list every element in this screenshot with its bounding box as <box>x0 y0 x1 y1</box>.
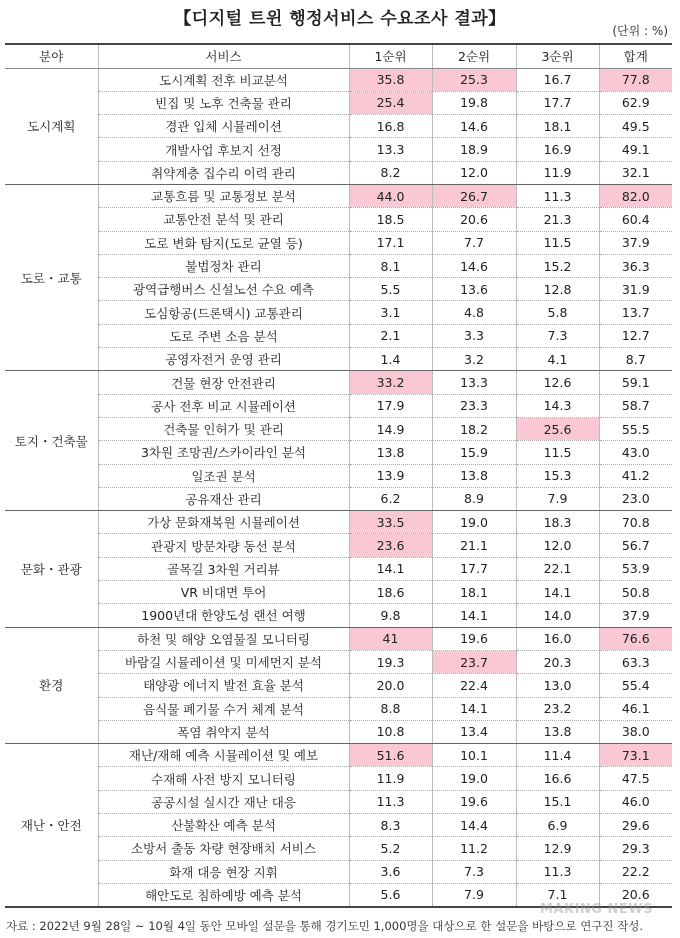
service-cell: 도로 주변 소음 분석 <box>98 324 349 347</box>
rank2-cell: 19.8 <box>432 91 516 114</box>
total-cell: 82.0 <box>599 184 672 207</box>
rank2-cell: 13.3 <box>432 371 516 394</box>
rank2-cell: 20.6 <box>432 208 516 231</box>
rank1-cell: 1.4 <box>349 348 432 371</box>
rank3-cell: 16.6 <box>516 767 599 790</box>
rank1-cell: 8.1 <box>349 254 432 277</box>
rank1-cell: 14.1 <box>349 557 432 580</box>
table-header-row <box>5 44 672 68</box>
rank3-cell: 22.1 <box>516 557 599 580</box>
service-cell: 음식물 폐기물 수거 체계 분석 <box>98 697 349 720</box>
table-body <box>5 68 672 907</box>
total-cell: 32.1 <box>599 161 672 184</box>
service-cell: 건물 현장 안전관리 <box>98 371 349 394</box>
rank2-cell: 14.6 <box>432 254 516 277</box>
rank1-cell: 2.1 <box>349 324 432 347</box>
service-cell: 태양광 에너지 발전 효율 분석 <box>98 674 349 697</box>
service-cell: 빈집 및 노후 건축물 관리 <box>98 91 349 114</box>
rank2-cell: 4.8 <box>432 301 516 324</box>
total-cell: 20.6 <box>599 883 672 906</box>
service-cell: 하천 및 해양 오염물질 모니터링 <box>98 627 349 650</box>
rank2-cell: 8.9 <box>432 487 516 510</box>
rank3-cell: 15.3 <box>516 464 599 487</box>
total-cell: 58.7 <box>599 394 672 417</box>
rank3-cell: 11.4 <box>516 744 599 767</box>
total-cell: 63.3 <box>599 650 672 673</box>
service-cell: 도시계획 전후 비교분석 <box>98 68 349 91</box>
rank3-cell: 12.8 <box>516 278 599 301</box>
rank3-cell: 23.2 <box>516 697 599 720</box>
rank2-cell: 14.1 <box>432 697 516 720</box>
rank3-cell: 13.0 <box>516 674 599 697</box>
table-row <box>5 720 672 743</box>
service-cell: 공영자전거 운영 관리 <box>98 348 349 371</box>
total-cell: 76.6 <box>599 627 672 650</box>
table-row <box>5 208 672 231</box>
table-row <box>5 417 672 440</box>
service-cell: 도심항공(드론택시) 교통관리 <box>98 301 349 324</box>
service-cell: 도로 변화 탐지(도로 균열 등) <box>98 231 349 254</box>
header-rank1: 1순위 <box>349 44 432 68</box>
rank2-cell: 13.6 <box>432 278 516 301</box>
rank2-cell: 19.6 <box>432 627 516 650</box>
header-rank3: 3순위 <box>516 44 599 68</box>
category-cell: 환경 <box>5 627 98 743</box>
rank3-cell: 16.7 <box>516 68 599 91</box>
rank3-cell: 13.8 <box>516 720 599 743</box>
rank3-cell: 14.3 <box>516 394 599 417</box>
rank2-cell: 7.7 <box>432 231 516 254</box>
page-title: 【디지털 트윈 행정서비스 수요조사 결과】 <box>174 9 506 29</box>
table-row <box>5 68 672 91</box>
total-cell: 73.1 <box>599 744 672 767</box>
service-cell: 산불확산 예측 분석 <box>98 814 349 837</box>
total-cell: 13.7 <box>599 301 672 324</box>
total-cell: 55.4 <box>599 674 672 697</box>
table-row <box>5 464 672 487</box>
header-total: 합계 <box>599 44 672 68</box>
rank1-cell: 18.6 <box>349 581 432 604</box>
total-cell: 47.5 <box>599 767 672 790</box>
service-cell: 교통안전 분석 및 관리 <box>98 208 349 231</box>
total-cell: 77.8 <box>599 68 672 91</box>
table-row <box>5 511 672 534</box>
rank1-cell: 3.1 <box>349 301 432 324</box>
rank3-cell: 15.1 <box>516 790 599 813</box>
rank2-cell: 18.2 <box>432 417 516 440</box>
rank1-cell: 23.6 <box>349 534 432 557</box>
rank3-cell: 12.9 <box>516 837 599 860</box>
table-row <box>5 767 672 790</box>
rank1-cell: 9.8 <box>349 604 432 627</box>
rank1-cell: 20.0 <box>349 674 432 697</box>
service-cell: 화재 대응 현장 지휘 <box>98 860 349 883</box>
table-row <box>5 441 672 464</box>
table-row <box>5 371 672 394</box>
total-cell: 36.3 <box>599 254 672 277</box>
rank1-cell: 8.2 <box>349 161 432 184</box>
table-row <box>5 231 672 254</box>
service-cell: 수재해 사전 방지 모니터링 <box>98 767 349 790</box>
rank2-cell: 19.0 <box>432 511 516 534</box>
total-cell: 46.1 <box>599 697 672 720</box>
rank1-cell: 13.8 <box>349 441 432 464</box>
table-row <box>5 837 672 860</box>
service-cell: 공유재산 관리 <box>98 487 349 510</box>
rank3-cell: 14.1 <box>516 581 599 604</box>
service-cell: 불법정차 관리 <box>98 254 349 277</box>
total-cell: 38.0 <box>599 720 672 743</box>
table-row <box>5 324 672 347</box>
table-row <box>5 534 672 557</box>
table-row <box>5 161 672 184</box>
total-cell: 62.9 <box>599 91 672 114</box>
table-row <box>5 697 672 720</box>
table-row <box>5 348 672 371</box>
rank1-cell: 5.6 <box>349 883 432 906</box>
rank2-cell: 7.9 <box>432 883 516 906</box>
rank2-cell: 13.4 <box>432 720 516 743</box>
header-category: 분야 <box>5 44 98 68</box>
table-row <box>5 278 672 301</box>
total-cell: 31.9 <box>599 278 672 301</box>
rank3-cell: 11.5 <box>516 441 599 464</box>
category-cell: 토지・건축물 <box>5 371 98 511</box>
service-cell: 3차원 조망권/스카이라인 분석 <box>98 441 349 464</box>
rank1-cell: 51.6 <box>349 744 432 767</box>
watermark-logo: MAKING NEWS <box>540 902 653 917</box>
rank1-cell: 44.0 <box>349 184 432 207</box>
table-row <box>5 115 672 138</box>
service-cell: 1900년대 한양도성 랜선 여행 <box>98 604 349 627</box>
service-cell: 교통흐름 및 교통정보 분석 <box>98 184 349 207</box>
total-cell: 29.3 <box>599 837 672 860</box>
rank2-cell: 14.6 <box>432 115 516 138</box>
rank2-cell: 23.3 <box>432 394 516 417</box>
service-cell: 관광지 방문차량 동선 분석 <box>98 534 349 557</box>
service-cell: 일조권 분석 <box>98 464 349 487</box>
rank2-cell: 26.7 <box>432 184 516 207</box>
rank1-cell: 5.5 <box>349 278 432 301</box>
table-row <box>5 91 672 114</box>
category-cell: 도시계획 <box>5 68 98 184</box>
rank2-cell: 19.6 <box>432 790 516 813</box>
service-cell: 개발사업 후보지 선정 <box>98 138 349 161</box>
table-row <box>5 394 672 417</box>
table-row <box>5 627 672 650</box>
total-cell: 53.9 <box>599 557 672 580</box>
rank3-cell: 4.1 <box>516 348 599 371</box>
service-cell: 공공시설 실시간 재난 대응 <box>98 790 349 813</box>
service-cell: 폭염 취약지 분석 <box>98 720 349 743</box>
total-cell: 22.2 <box>599 860 672 883</box>
rank1-cell: 16.8 <box>349 115 432 138</box>
total-cell: 29.6 <box>599 814 672 837</box>
rank3-cell: 17.7 <box>516 91 599 114</box>
service-cell: 취약계층 집수리 이력 관리 <box>98 161 349 184</box>
rank3-cell: 7.3 <box>516 324 599 347</box>
rank1-cell: 33.5 <box>349 511 432 534</box>
table-row <box>5 814 672 837</box>
rank2-cell: 25.3 <box>432 68 516 91</box>
service-cell: 재난/재해 예측 시뮬레이션 및 예보 <box>98 744 349 767</box>
table-row <box>5 604 672 627</box>
rank1-cell: 41 <box>349 627 432 650</box>
total-cell: 37.9 <box>599 604 672 627</box>
rank1-cell: 17.9 <box>349 394 432 417</box>
rank2-cell: 12.0 <box>432 161 516 184</box>
category-cell: 재난・안전 <box>5 744 98 907</box>
service-cell: VR 비대면 투어 <box>98 581 349 604</box>
rank2-cell: 3.2 <box>432 348 516 371</box>
rank1-cell: 13.3 <box>349 138 432 161</box>
table-row <box>5 557 672 580</box>
service-cell: 경관 입체 시뮬레이션 <box>98 115 349 138</box>
table-row <box>5 790 672 813</box>
service-cell: 골목길 3차원 거리뷰 <box>98 557 349 580</box>
total-cell: 55.5 <box>599 417 672 440</box>
rank1-cell: 25.4 <box>349 91 432 114</box>
rank3-cell: 11.9 <box>516 161 599 184</box>
rank1-cell: 6.2 <box>349 487 432 510</box>
rank3-cell: 18.3 <box>516 511 599 534</box>
rank1-cell: 18.5 <box>349 208 432 231</box>
category-cell: 도로・교통 <box>5 184 98 370</box>
service-cell: 광역급행버스 신설노선 수요 예측 <box>98 278 349 301</box>
service-cell: 건축물 인허가 및 관리 <box>98 417 349 440</box>
table-row <box>5 674 672 697</box>
rank3-cell: 12.0 <box>516 534 599 557</box>
service-cell: 가상 문화재복원 시뮬레이션 <box>98 511 349 534</box>
rank3-cell: 12.6 <box>516 371 599 394</box>
total-cell: 50.8 <box>599 581 672 604</box>
source-note: 자료 : 2022년 9월 28일 ~ 10월 4일 동안 모바일 설문을 통해 경기도민 1,000명을 대상으로 한 설문을 바탕으로 연구진 작성. <box>6 919 644 933</box>
total-cell: 23.0 <box>599 487 672 510</box>
rank1-cell: 10.8 <box>349 720 432 743</box>
rank3-cell: 14.0 <box>516 604 599 627</box>
service-cell: 소방서 출동 차량 현장배치 서비스 <box>98 837 349 860</box>
header-service: 서비스 <box>98 44 349 68</box>
rank1-cell: 13.9 <box>349 464 432 487</box>
rank3-cell: 16.0 <box>516 627 599 650</box>
rank3-cell: 15.2 <box>516 254 599 277</box>
rank1-cell: 11.9 <box>349 767 432 790</box>
rank2-cell: 14.1 <box>432 604 516 627</box>
rank3-cell: 5.8 <box>516 301 599 324</box>
rank1-cell: 11.3 <box>349 790 432 813</box>
rank2-cell: 19.0 <box>432 767 516 790</box>
rank3-cell: 18.1 <box>516 115 599 138</box>
rank3-cell: 7.1 <box>516 883 599 906</box>
rank1-cell: 33.2 <box>349 371 432 394</box>
total-cell: 59.1 <box>599 371 672 394</box>
total-cell: 56.7 <box>599 534 672 557</box>
rank1-cell: 14.9 <box>349 417 432 440</box>
rank1-cell: 5.2 <box>349 837 432 860</box>
survey-table <box>5 43 672 908</box>
rank3-cell: 25.6 <box>516 417 599 440</box>
service-cell: 바람길 시뮬레이션 및 미세먼지 분석 <box>98 650 349 673</box>
rank1-cell: 8.3 <box>349 814 432 837</box>
rank2-cell: 11.2 <box>432 837 516 860</box>
table-row <box>5 744 672 767</box>
table-row <box>5 860 672 883</box>
total-cell: 43.0 <box>599 441 672 464</box>
rank2-cell: 13.8 <box>432 464 516 487</box>
service-cell: 해안도로 침하예방 예측 분석 <box>98 883 349 906</box>
total-cell: 49.1 <box>599 138 672 161</box>
total-cell: 41.2 <box>599 464 672 487</box>
table-row <box>5 184 672 207</box>
rank3-cell: 11.3 <box>516 860 599 883</box>
rank1-cell: 17.1 <box>349 231 432 254</box>
rank2-cell: 18.9 <box>432 138 516 161</box>
header-rank2: 2순위 <box>432 44 516 68</box>
total-cell: 70.8 <box>599 511 672 534</box>
table-row <box>5 254 672 277</box>
rank3-cell: 21.3 <box>516 208 599 231</box>
rank2-cell: 15.9 <box>432 441 516 464</box>
rank1-cell: 19.3 <box>349 650 432 673</box>
total-cell: 12.7 <box>599 324 672 347</box>
rank2-cell: 7.3 <box>432 860 516 883</box>
rank2-cell: 18.1 <box>432 581 516 604</box>
rank3-cell: 16.9 <box>516 138 599 161</box>
rank3-cell: 20.3 <box>516 650 599 673</box>
rank1-cell: 35.8 <box>349 68 432 91</box>
table-row <box>5 138 672 161</box>
table-row <box>5 301 672 324</box>
total-cell: 46.0 <box>599 790 672 813</box>
rank3-cell: 7.9 <box>516 487 599 510</box>
rank2-cell: 23.7 <box>432 650 516 673</box>
rank2-cell: 17.7 <box>432 557 516 580</box>
total-cell: 8.7 <box>599 348 672 371</box>
rank3-cell: 6.9 <box>516 814 599 837</box>
rank2-cell: 3.3 <box>432 324 516 347</box>
table-row <box>5 581 672 604</box>
rank2-cell: 22.4 <box>432 674 516 697</box>
rank2-cell: 14.4 <box>432 814 516 837</box>
table-row <box>5 487 672 510</box>
unit-label: (단위 : %) <box>612 24 668 38</box>
category-cell: 문화・관광 <box>5 511 98 627</box>
rank1-cell: 8.8 <box>349 697 432 720</box>
total-cell: 49.5 <box>599 115 672 138</box>
total-cell: 37.9 <box>599 231 672 254</box>
rank3-cell: 11.3 <box>516 184 599 207</box>
service-cell: 공사 전후 비교 시뮬레이션 <box>98 394 349 417</box>
rank2-cell: 21.1 <box>432 534 516 557</box>
table-row <box>5 650 672 673</box>
rank1-cell: 3.6 <box>349 860 432 883</box>
rank3-cell: 11.5 <box>516 231 599 254</box>
rank2-cell: 10.1 <box>432 744 516 767</box>
total-cell: 60.4 <box>599 208 672 231</box>
